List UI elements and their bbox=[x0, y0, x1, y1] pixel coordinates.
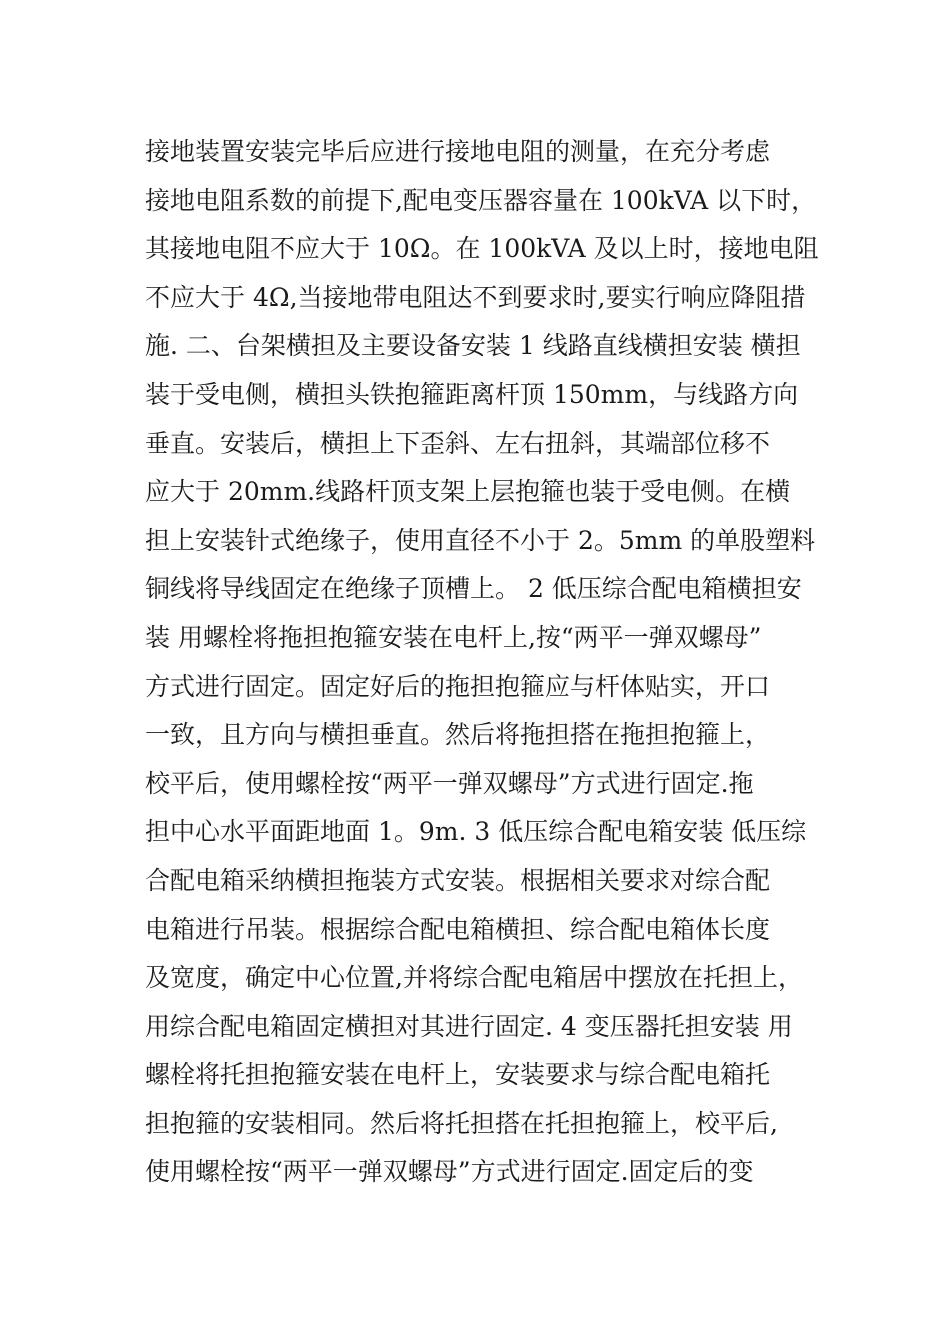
text-line: 用综合配电箱固定横担对其进行固定. 4 变压器托担安装 用 bbox=[145, 1011, 793, 1041]
text-line: 一致，且方向与横担垂直。然后将拖担搭在拖担抱箍上， bbox=[145, 720, 771, 750]
text-line: 及宽度，确定中心位置,并将综合配电箱居中摆放在托担上， bbox=[145, 963, 803, 993]
text-line: 担抱箍的安装相同。然后将托担搭在托担抱箍上，校平后, bbox=[145, 1108, 778, 1138]
body-text bbox=[145, 128, 825, 1197]
text-line: 铜线将导线固定在绝缘子顶槽上。 2 低压综合配电箱横担安 bbox=[145, 574, 802, 604]
text-line: 不应大于 4Ω,当接地带电阻达不到要求时,要实行响应降阻措 bbox=[145, 282, 806, 312]
text-line: 使用螺栓按“两平一弹双螺母”方式进行固定.固定后的变 bbox=[145, 1157, 754, 1187]
text-line: 担上安装针式绝缘子，使用直径不小于 2。5mm 的单股塑料 bbox=[145, 525, 816, 555]
text-line: 方式进行固定。固定好后的拖担抱箍应与杆体贴实，开口 bbox=[145, 671, 771, 701]
text-line: 装于受电侧，横担头铁抱箍距离杆顶 150mm，与线路方向 bbox=[145, 379, 799, 409]
text-line: 装 用螺栓将拖担抱箍安装在电杆上,按“两平一弹双螺母” bbox=[145, 622, 762, 652]
text-line: 接地电阻系数的前提下,配电变压器容量在 100kVA 以下时， bbox=[145, 185, 817, 215]
text-line: 电箱进行吊装。根据综合配电箱横担、综合配电箱体长度 bbox=[145, 914, 771, 944]
text-line: 担中心水平面距地面 1。9m. 3 低压综合配电箱安装 低压综 bbox=[145, 817, 807, 847]
text-line: 施. 二、台架横担及主要设备安装 1 线路直线横担安装 横担 bbox=[145, 331, 801, 361]
text-line: 螺栓将托担抱箍安装在电杆上，安装要求与综合配电箱托 bbox=[145, 1060, 771, 1090]
text-line: 应大于 20mm.线路杆顶支架上层抱箍也装于受电侧。在横 bbox=[145, 477, 791, 507]
text-line: 校平后，使用螺栓按“两平一弹双螺母”方式进行固定.拖 bbox=[145, 768, 754, 798]
text-line: 其接地电阻不应大于 10Ω。在 100kVA 及以上时，接地电阻 bbox=[145, 234, 819, 264]
text-line: 垂直。安装后，横担上下歪斜、左右扭斜，其端部位移不 bbox=[145, 428, 771, 458]
text-line: 合配电箱采纳横担拖装方式安装。根据相关要求对综合配 bbox=[145, 865, 771, 895]
text-line: 接地装置安装完毕后应进行接地电阻的测量，在充分考虑 bbox=[145, 137, 771, 166]
